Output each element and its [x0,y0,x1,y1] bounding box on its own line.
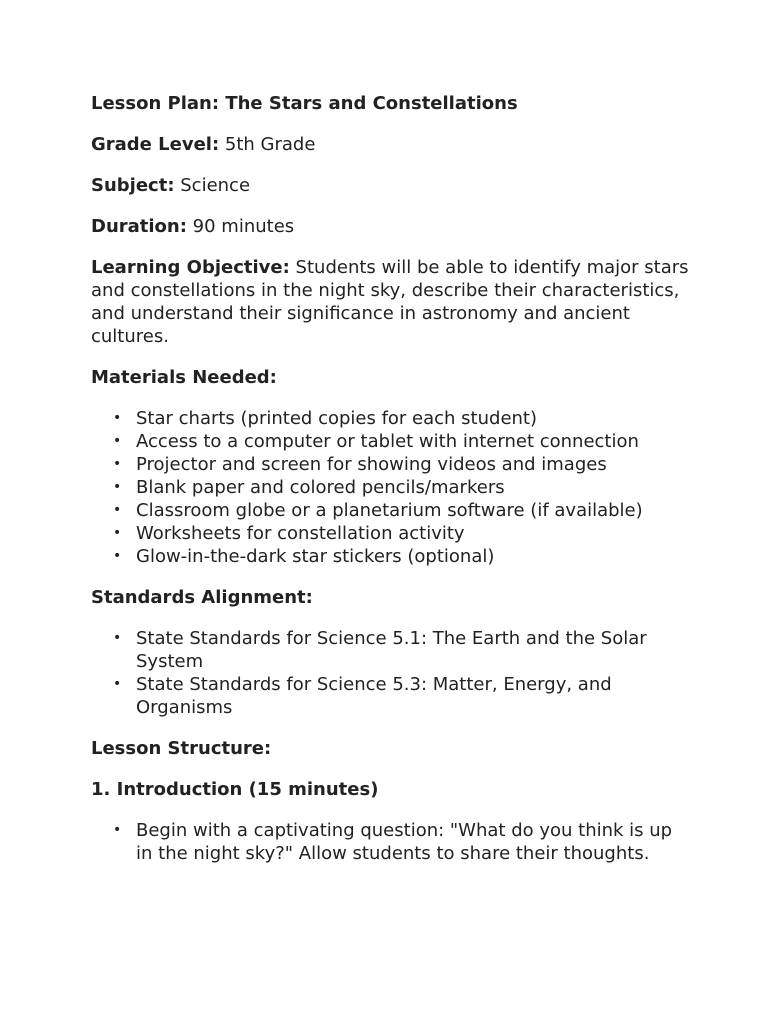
introduction-heading: 1. Introduction (15 minutes) [91,779,379,800]
field-value: 5th Grade [224,134,316,155]
duration-field [91,215,691,238]
list-item: • State Standards for Science 5.1: The Earth and the Solar System [113,628,647,672]
bullet-icon: • [113,433,122,449]
field-label: Subject: [91,175,175,196]
list-item: • Worksheets for constellation activity [113,523,465,544]
field-value: Science [180,175,251,196]
lesson-plan-document [91,92,691,883]
field-label: Grade Level: [91,134,220,155]
bullet-icon: • [113,456,122,472]
subject-field [91,174,691,197]
lesson-title: Lesson Plan: The Stars and Constellations [91,93,518,114]
grade-level-field [91,133,691,156]
bullet-icon: • [113,548,122,564]
bullet-icon: • [113,676,122,692]
field-value: 90 minutes [192,216,295,237]
bullet-icon: • [113,410,122,426]
lesson-structure-heading: Lesson Structure: [91,738,272,759]
list-item: • Projector and screen for showing videos and images [113,454,607,475]
list-item: • Begin with a captivating question: "What do you think is up in the night sky?" Allow students to share their thoughts. [113,820,673,864]
list-item: • Classroom globe or a planetarium software (if available) [113,500,643,521]
materials-list [91,407,691,568]
field-label: Duration: [91,216,187,237]
objective-label: Learning Objective: [91,257,290,278]
bullet-icon: • [113,525,122,541]
list-item: • Blank paper and colored pencils/markers [113,477,505,498]
introduction-list [91,819,691,865]
standards-heading: Standards Alignment: [91,587,313,608]
list-item: • Star charts (printed copies for each student) [113,408,538,429]
bullet-icon: • [113,630,122,646]
list-item: • Glow-in-the-dark star stickers (optional) [113,546,495,567]
objective-text: Students will be able to identify major stars and constellations in the night sky, describe their characteristics, and understand their significance in astronomy and ancient cultures. [91,257,689,347]
learning-objective [91,256,691,348]
list-item: • Access to a computer or tablet with internet connection [113,431,639,452]
bullet-icon: • [113,822,122,838]
list-item: • State Standards for Science 5.3: Matter, Energy, and Organisms [113,674,612,718]
bullet-icon: • [113,479,122,495]
bullet-icon: • [113,502,122,518]
materials-heading: Materials Needed: [91,367,277,388]
standards-list [91,627,691,719]
